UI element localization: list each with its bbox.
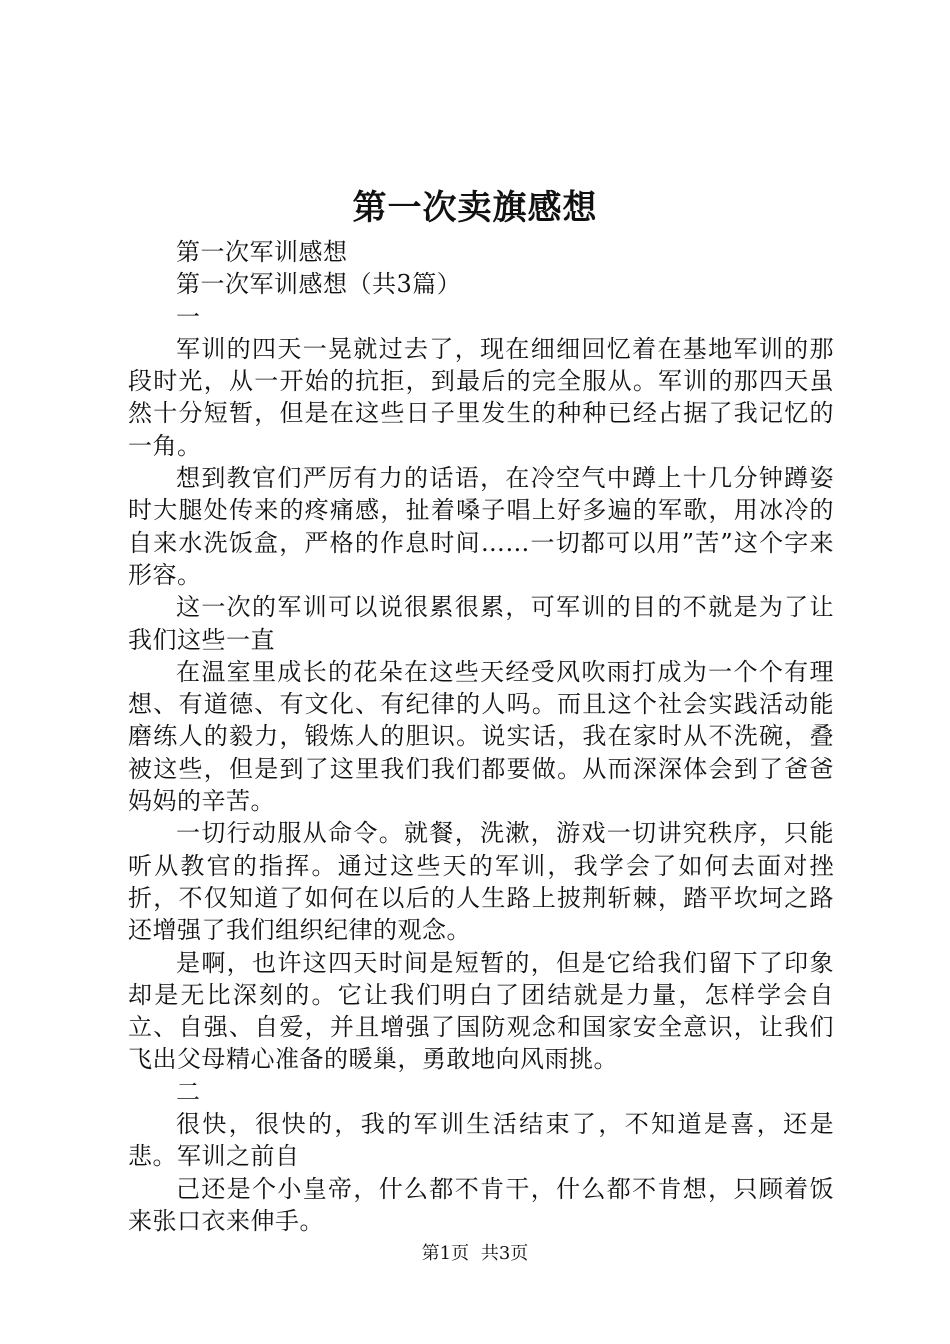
paragraph: 是啊，也许这四天时间是短暂的，但是它给我们留下了印象却是无比深刻的。它让我们明白了团结就是力量，怎样学会自立、自强、自爱，并且增强了国防观念和国家安全意识，让我们飞出父母精心准备的暖巢，勇敢地向风雨挑。	[128, 948, 834, 1074]
paragraph: 己还是个小皇帝，什么都不肯干，什么都不肯想，只顾着饭来张口衣来伸手。	[128, 1174, 834, 1235]
paragraph: 一切行动服从命令。就餐，洗漱，游戏一切讲究秩序，只能听从教官的指挥。通过这些天的军训，我学会了如何去面对挫折，不仅知道了如何在以后的人生路上披荆斩棘，踏平坎坷之路还增强了我们组织纪律的观念。	[128, 819, 834, 945]
paragraph: 军训的四天一晃就过去了，现在细细回忆着在基地军训的那段时光，从一开始的抗拒，到最后的完全服从。军训的那四天虽然十分短暂，但是在这些日子里发生的种种已经占据了我记忆的一角。	[128, 334, 834, 460]
paragraph: 在温室里成长的花朵在这些天经受风吹雨打成为一个个有理想、有道德、有文化、有纪律的人吗。而且这个社会实践活动能磨练人的毅力，锻炼人的胆识。说实话，我在家时从不洗碗，叠被这些，但是到了这里我们我们都要做。从而深深体会到了爸爸妈妈的辛苦。	[128, 657, 834, 816]
paragraph: 二	[176, 1077, 201, 1106]
paragraph: 一	[176, 302, 201, 331]
document-title: 第一次卖旗感想	[352, 188, 598, 228]
paragraph: 第一次军训感想	[176, 238, 348, 266]
paragraph: 这一次的军训可以说很累很累，可军训的目的不就是为了让我们这些一直	[128, 593, 834, 654]
paragraph: 想到教官们严厉有力的话语，在冷空气中蹲上十几分钟蹲姿时大腿处传来的疼痛感，扯着嗓子唱上好多遍的军歌，用冰冷的自来水洗饭盒，严格的作息时间……一切都可以用”苦”这个字来形容。	[128, 464, 834, 589]
paragraph: 很快，很快的，我的军训生活结束了，不知道是喜，还是悲。军训之前自	[128, 1110, 834, 1171]
page-footer: 第1页 共3页	[421, 1243, 529, 1264]
paragraph: 第一次军训感想（共3篇）	[176, 270, 462, 299]
document-body	[128, 236, 834, 1237]
